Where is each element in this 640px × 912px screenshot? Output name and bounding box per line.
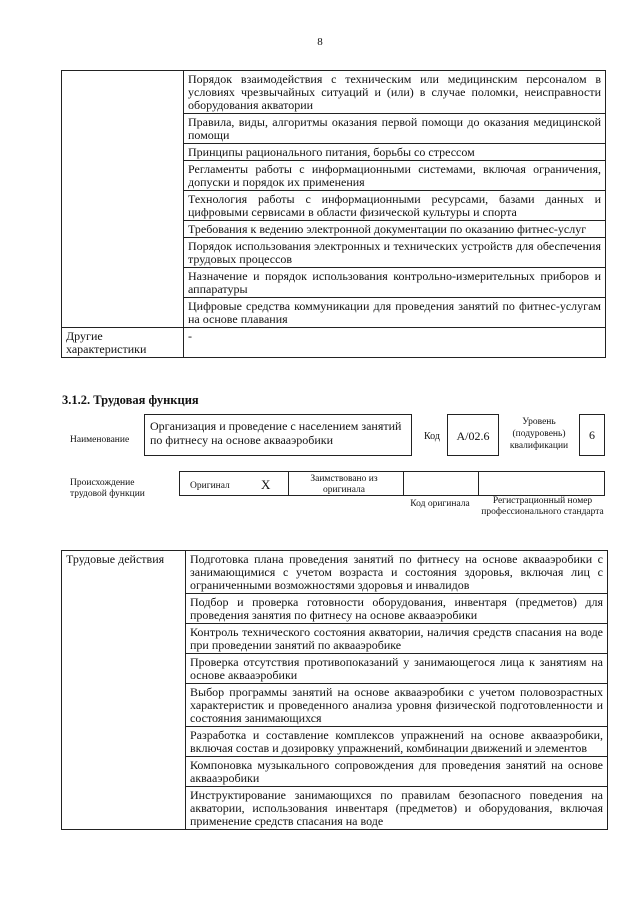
code-label: Код: [424, 431, 440, 442]
knowledge-item: Порядок использования электронных и технических устройств для обеспечения трудовых процессов: [184, 238, 606, 268]
original-mark: X: [261, 477, 271, 492]
knowledge-item: Правила, виды, алгоритмы оказания первой помощи до оказания медицинской помощи: [184, 114, 606, 144]
table-row: [62, 71, 606, 114]
level-label: Уровень (подуровень) квалификации: [509, 417, 569, 451]
knowledge-item: Технология работы с информационными ресурсами, базами данных и цифровыми сервисами в области физической культуры и спорта: [184, 191, 606, 221]
borrowed-label: Заимствовано из оригинала: [310, 474, 378, 495]
labor-actions-label: Трудовые действия: [62, 551, 186, 830]
page-number: 8: [317, 36, 323, 48]
labor-action-item: Компоновка музыкального сопровождения для проведения занятий на основе аквааэробики: [186, 757, 608, 787]
code-value-box: A/02.6: [447, 414, 499, 456]
knowledge-label-cell: [62, 71, 184, 328]
divider: [288, 471, 289, 496]
knowledge-item: Принципы рационального питания, борьбы со стрессом: [184, 144, 606, 161]
level-value-box: 6: [579, 414, 605, 456]
knowledge-item: Назначение и порядок использования контрольно-измерительных приборов и аппаратуры: [184, 268, 606, 298]
function-name-box: Организация и проведение с населением занятий по фитнесу на основе аквааэробики: [144, 414, 412, 456]
knowledge-item: Регламенты работы с информационными системами, включая ограничения, допуски и порядок их применения: [184, 161, 606, 191]
knowledge-item: Требования к ведению электронной документации по оказанию фитнес-услуг: [184, 221, 606, 238]
labor-action-item: Подбор и проверка готовности оборудования, инвентаря (предметов) для проведения занятия по фитнесу на основе аквааэробики: [186, 594, 608, 624]
origin-box: [179, 471, 605, 496]
other-characteristics-value: -: [184, 328, 606, 358]
labor-actions-table: [61, 550, 608, 830]
knowledge-table: [61, 70, 606, 358]
divider: [478, 471, 479, 496]
labor-action-item: Инструктирование занимающихся по правилам безопасного поведения на акватории, использования инвентаря (предметов) и оборудования, включая применение средств спасания на воде: [186, 787, 608, 830]
name-label: Наименование: [70, 435, 130, 445]
table-row: [62, 328, 606, 358]
reg-number-label: Регистрационный номер профессионального стандарта: [481, 496, 604, 517]
labor-action-item: Разработка и составление комплексов упражнений на основе аквааэробики, включая состав и дозировку упражнений, комбинации движений и элементов: [186, 727, 608, 757]
original-label: Оригинал: [190, 481, 230, 491]
labor-action-item: Проверка отсутствия противопоказаний у занимающегося лица к занятиям на основе аквааэробики: [186, 654, 608, 684]
section-heading: 3.1.2. Трудовая функция: [62, 393, 199, 407]
code-original-label: Код оригинала: [410, 499, 470, 509]
knowledge-item: Порядок взаимодействия с техническим или медицинским персоналом в условиях чрезвычайных ситуаций и (или) в случае поломки, неисправности оборудования акватории: [184, 71, 606, 114]
knowledge-item: Цифровые средства коммуникации для проведения занятий по фитнес-услугам на основе плавания: [184, 298, 606, 328]
table-row: [62, 551, 608, 594]
divider: [403, 471, 404, 496]
labor-action-item: Подготовка плана проведения занятий по фитнесу на основе аквааэробики с занимающимися с учетом возраста и состояния здоровья, включая лиц с ограниченными возможностями здоровья и инвалидов: [186, 551, 608, 594]
labor-action-item: Выбор программы занятий на основе аквааэробики с учетом половозрастных характеристик и проведенного анализа уровня физической подготовленности и состояния занимающихся: [186, 684, 608, 727]
other-characteristics-label: Другие характеристики: [62, 328, 184, 358]
labor-action-item: Контроль технического состояния акватории, наличия средств спасания на воде при проведении занятий по аквааэробике: [186, 624, 608, 654]
origin-label: Происхождение трудовой функции: [70, 478, 145, 499]
